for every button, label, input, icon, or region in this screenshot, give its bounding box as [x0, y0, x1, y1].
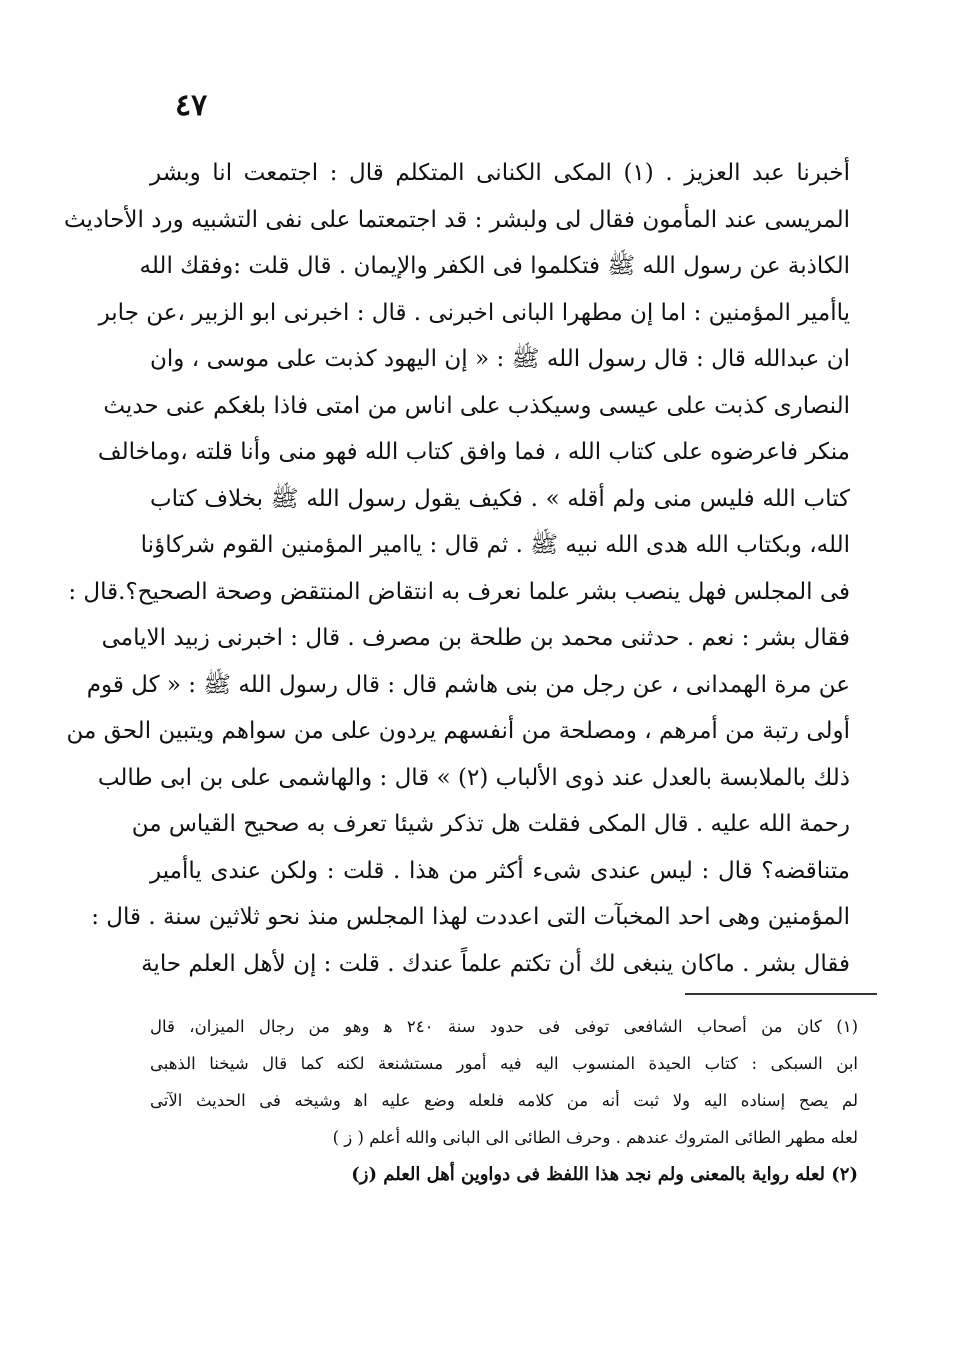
text-line: النصارى كذبت على عيسى وسيكذب على اناس من امتى فاذا بلغكم عنى حديث — [103, 392, 850, 419]
main-text-block — [63, 150, 850, 987]
text-line: منكر فاعرضوه على كتاب الله ، فما وافق كتاب الله فهو منى وأنا قلته ،وماخالف — [97, 439, 850, 465]
page-number: ٤٧ — [175, 88, 208, 123]
footnotes-block — [150, 1008, 858, 1193]
text-line: فقال بشر . ماكان ينبغى لك أن تكتم علماً عندك . قلت : إن لأهل العلم حاية — [141, 950, 850, 977]
footnote-line: لم يصح إسناده اليه ولا ثبت أنه من كلامه فلعله وضع عليه اﻫ وشيخه فى الحديث الآتى — [150, 1091, 858, 1110]
footnote-line: (٢) لعله رواية بالمعنى ولم نجد هذا اللفظ فى دواوين أهل العلم (ز) — [351, 1164, 858, 1185]
text-line: كتاب الله فليس منى ولم أقله » . فكيف يقول رسول الله ﷺ بخلاف كتاب — [150, 485, 850, 512]
text-line: ذلك بالملابسة بالعدل عند ذوى الألباب (٢) » قال : والهاشمى على بن ابى طالب — [97, 764, 850, 791]
text-line: فقال بشر : نعم . حدثنى محمد بن طلحة بن مصرف . قال : اخبرنى زبيد الايامى — [101, 625, 850, 651]
text-line: أخبرنا عبد العزيز . (١) المكى الكنانى المتكلم قال : اجتمعت انا وبشر — [150, 160, 850, 186]
text-line: المريسى عند المأمون فقال لى ولبشر : قد اجتمعتما على نفى التشبيه ورد الأحاديث — [63, 206, 850, 233]
text-line: عن مرة الهمدانى ، عن رجل من بنى هاشم قال : قال رسول الله ﷺ : « كل قوم — [86, 671, 850, 698]
text-line: المؤمنين وهى احد المخبآت التى اعددت لهذا المجلس منذ نحو ثلاثين سنة . قال : — [91, 904, 850, 930]
text-line: ان عبدالله قال : قال رسول الله ﷺ : « إن اليهود كذبت على موسى ، وان — [150, 346, 850, 372]
footnote-line: (١) كان من أصحاب الشافعى توفى فى حدود سنة ٢٤٠ ﻫ وهو من رجال الميزان، قال — [150, 1017, 858, 1036]
text-line: الله، وبكتاب الله هدى الله نبيه ﷺ . ثم قال : ياامير المؤمنين القوم شركاؤنا — [140, 532, 850, 558]
text-line: رحمة الله عليه . قال المكى فقلت هل تذكر شيئا تعرف به صحيح القياس من — [131, 811, 850, 837]
text-line: الكاذبة عن رسول الله ﷺ فتكلموا فى الكفر والإيمان . قال قلت :وفقك الله — [139, 253, 850, 279]
footnote-line: لعله مطهر الطائى المتروك عندهم . وحرف الطائى الى البانى والله أعلم ( ز ) — [332, 1128, 858, 1147]
text-line: متناقضه؟ قال : ليس عندى شىء أكثر من هذا . قلت : ولكن عندى ياأمير — [150, 857, 850, 884]
footnote-divider — [685, 993, 877, 995]
text-line: فى المجلس فهل ينصب بشر علما نعرف به انتقاض المنتقض وصحة الصحيح؟.قال : — [68, 578, 850, 605]
text-line: ياأمير المؤمنين : اما إن مطهرا البانى اخبرنى . قال : اخبرنى ابو الزبير ،عن جابر — [98, 299, 850, 326]
footnote-line: ابن السبكى : كتاب الحيدة المنسوب اليه فيه أمور مستشنعة لكنه كما قال شيخنا الذهبى — [150, 1054, 858, 1073]
text-line: أولى رتبة من أمرهم ، ومصلحة من أنفسهم يردون على من سواهم ويتبين الحق من — [66, 718, 850, 744]
